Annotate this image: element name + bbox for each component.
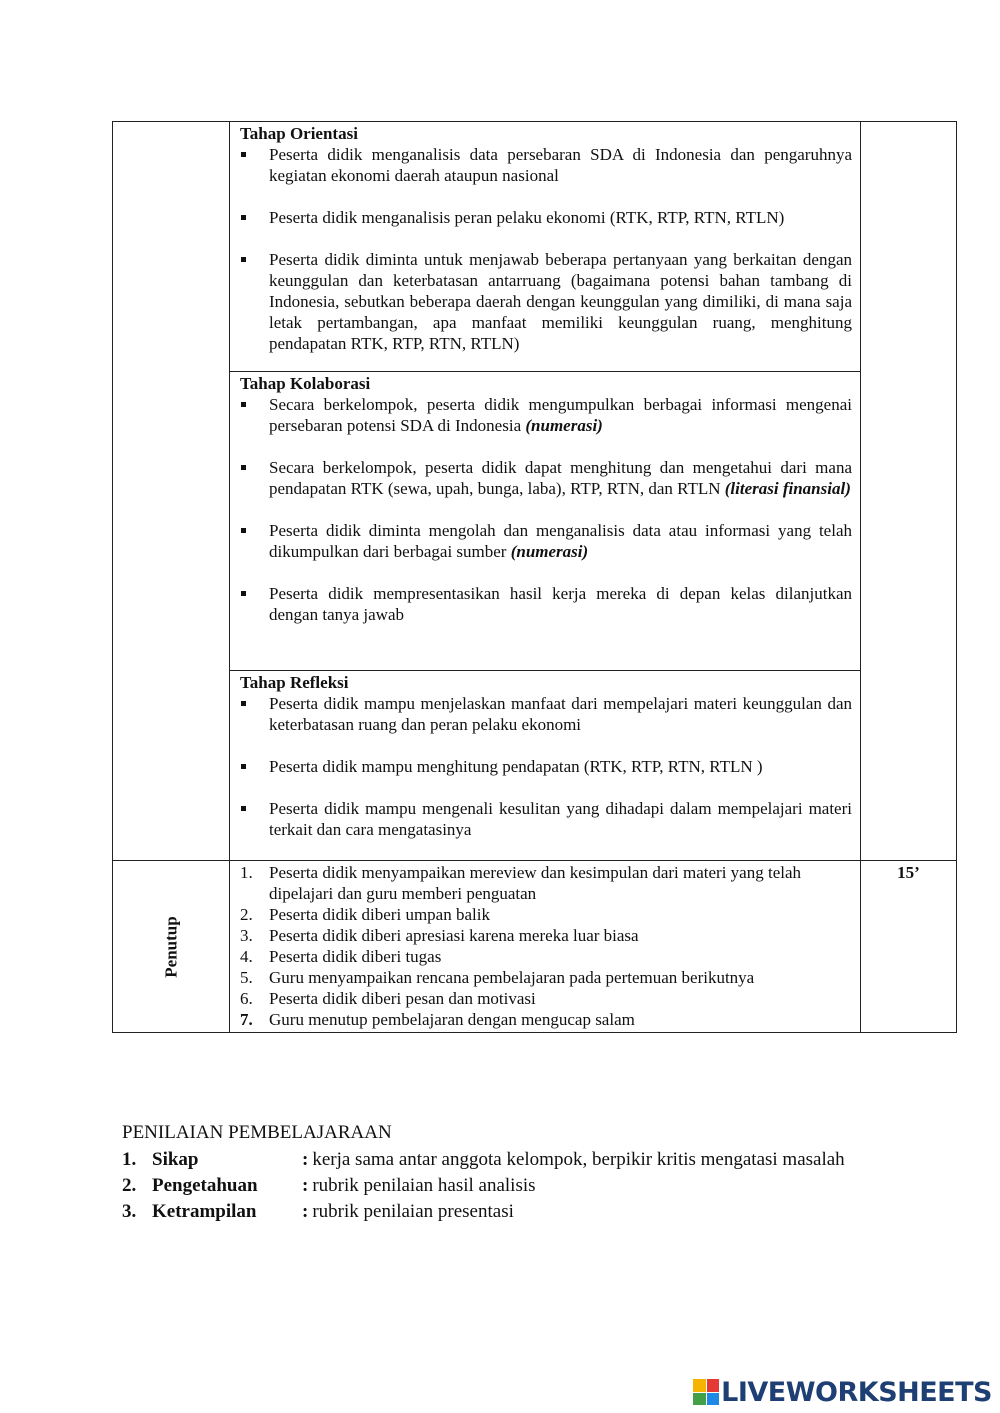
orientasi-title: Tahap Orientasi bbox=[240, 124, 358, 143]
refleksi-row bbox=[113, 671, 957, 861]
duration-cell-empty bbox=[861, 122, 957, 861]
orientasi-row bbox=[113, 122, 957, 372]
list-item: 1. Peserta didik menyampaikan mereview dan kesimpulan dari materi yang telah dipelajari dan guru memberi penguatan bbox=[240, 863, 802, 903]
list-item: Peserta didik diminta untuk menjawab beberapa pertanyaan yang berkaitan dengan keunggulan dan keterbatasan antarruang (bagaimana potensi bahan tambang di Indonesia, sebutkan beberapa daerah dengan keunggulan yang dimiliki, di mana saja letak pertambangan, apa manfaat memiliki keunggulan ruang, menghitung pendapatan RTK, RTP, RTN, RTLN) bbox=[240, 249, 852, 354]
refleksi-title: Tahap Refleksi bbox=[240, 673, 349, 692]
penutup-duration-cell bbox=[861, 861, 957, 1033]
assessment-row-pengetahuan: 2. Pengetahuan : rubrik penilaian hasil analisis bbox=[122, 1175, 536, 1196]
square-bullet-icon bbox=[241, 402, 246, 407]
list-item: 7. Guru menutup pembelajaran dengan mengucap salam bbox=[240, 1010, 635, 1029]
assessment-row-sikap: 1. Sikap : kerja sama antar anggota kelompok, berpikir kritis mengatasi masalah bbox=[122, 1149, 845, 1170]
list-item: Peserta didik menganalisis data persebaran SDA di Indonesia dan pengaruhnya kegiatan ekonomi daerah ataupun nasional bbox=[240, 144, 852, 186]
kolaborasi-row bbox=[113, 372, 957, 671]
kolaborasi-cell bbox=[230, 372, 861, 671]
penutup-row bbox=[113, 861, 957, 1033]
square-bullet-icon bbox=[241, 528, 246, 533]
square-bullet-icon bbox=[241, 591, 246, 596]
list-item: Secara berkelompok, peserta didik dapat menghitung dan mengetahui dari mana pendapatan RTK (sewa, upah, bunga, laba), RTP, RTN, dan RTLN (literasi finansial) bbox=[240, 457, 852, 499]
assessment-section bbox=[122, 1120, 922, 1225]
logo-square-4 bbox=[707, 1393, 720, 1406]
list-item: Peserta didik mampu menjelaskan manfaat dari mempelajari materi keunggulan dan keterbatasan ruang dan peran pelaku ekonomi bbox=[240, 693, 852, 735]
list-item: Peserta didik mampu mengenali kesulitan yang dihadapi dalam mempelajari materi terkait dan cara mengatasinya bbox=[240, 798, 852, 840]
square-bullet-icon bbox=[241, 215, 246, 220]
penutup-duration: 15’ bbox=[897, 863, 920, 882]
logo-square-3 bbox=[693, 1393, 706, 1406]
list-item: Secara berkelompok, peserta didik mengumpulkan berbagai informasi mengenai persebaran potensi SDA di Indonesia (numerasi) bbox=[240, 394, 852, 436]
list-item: 2. Peserta didik diberi umpan balik bbox=[240, 905, 490, 924]
logo-square-1 bbox=[693, 1379, 706, 1392]
liveworksheets-watermark[interactable] bbox=[693, 1377, 992, 1407]
orientasi-list bbox=[240, 144, 852, 354]
square-bullet-icon bbox=[241, 152, 246, 157]
kolaborasi-title: Tahap Kolaborasi bbox=[240, 374, 371, 393]
list-item: 5. Guru menyampaikan rencana pembelajaran pada pertemuan berikutnya bbox=[240, 968, 755, 987]
list-item: Peserta didik mempresentasikan hasil kerja mereka di depan kelas dilanjutkan dengan tanya jawab bbox=[240, 583, 852, 625]
assessment-row-ketrampilan: 3. Ketrampilan : rubrik penilaian presentasi bbox=[122, 1201, 514, 1222]
square-bullet-icon bbox=[241, 701, 246, 706]
list-item: Peserta didik mampu menghitung pendapatan (RTK, RTP, RTN, RTLN ) bbox=[240, 756, 852, 777]
logo-square-2 bbox=[707, 1379, 720, 1392]
list-item: 4. Peserta didik diberi tugas bbox=[240, 947, 442, 966]
literacy-tag: (numerasi) bbox=[510, 542, 589, 561]
assessment-heading: PENILAIAN PEMBELAJARAAN bbox=[122, 1122, 392, 1143]
penutup-label: Penutup bbox=[161, 915, 181, 978]
orientasi-cell bbox=[230, 122, 861, 372]
list-item: 3. Peserta didik diberi apresiasi karena mereka luar biasa bbox=[240, 926, 639, 945]
literacy-tag: (literasi finansial) bbox=[724, 479, 851, 498]
watermark-text: LIVEWORKSHEETS bbox=[721, 1376, 992, 1408]
square-bullet-icon bbox=[241, 465, 246, 470]
kolaborasi-list bbox=[240, 394, 852, 625]
liveworksheets-logo-icon bbox=[693, 1379, 719, 1405]
lesson-activity-table bbox=[112, 121, 957, 1033]
list-item: Peserta didik diminta mengolah dan menganalisis data atau informasi yang telah dikumpulkan dari berbagai sumber (numerasi) bbox=[240, 520, 852, 562]
penutup-steps-cell bbox=[230, 861, 861, 1033]
square-bullet-icon bbox=[241, 257, 246, 262]
square-bullet-icon bbox=[241, 806, 246, 811]
list-item: Peserta didik menganalisis peran pelaku ekonomi (RTK, RTP, RTN, RTLN) bbox=[240, 207, 852, 228]
square-bullet-icon bbox=[241, 764, 246, 769]
penutup-steps-list bbox=[230, 861, 860, 1030]
literacy-tag: (numerasi) bbox=[525, 416, 603, 435]
refleksi-list bbox=[240, 693, 852, 840]
phase-label-cell-empty bbox=[113, 122, 230, 861]
list-item: 6. Peserta didik diberi pesan dan motivasi bbox=[240, 989, 536, 1008]
penutup-label-cell bbox=[113, 861, 230, 1033]
refleksi-cell bbox=[230, 671, 861, 861]
